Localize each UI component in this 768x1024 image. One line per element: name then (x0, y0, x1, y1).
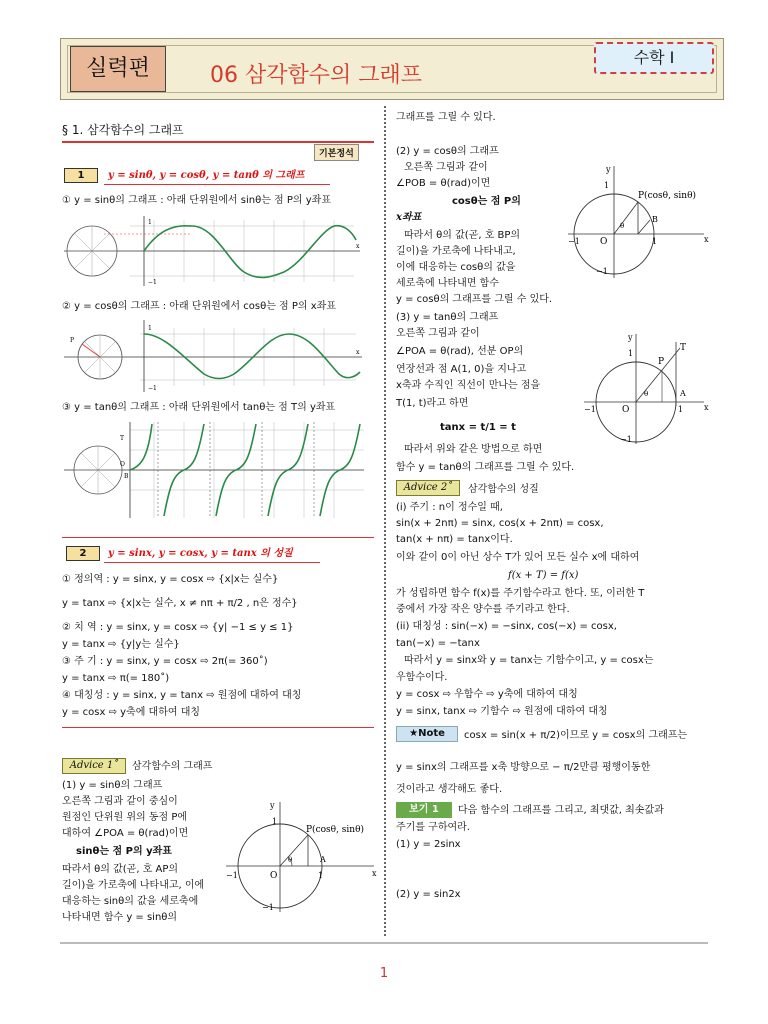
axis-y-label: y (606, 165, 611, 174)
text-line: 연장선과 점 A(1, 0)을 지나고 (396, 364, 527, 375)
advice2-line: (i) 주기 : n이 정수일 때, (396, 502, 503, 513)
advice1-line: 나타내면 함수 y = sinθ의 (62, 912, 178, 923)
advice2-line: 중에서 가장 작은 양수를 주기라고 한다. (396, 604, 570, 615)
prop-line: y = tanx ⇨ {x|x는 실수, x ≠ nπ + π/2 , n은 정수} (62, 598, 298, 609)
tick-1: 1 (652, 237, 658, 246)
advice2-line: sin(x + 2nπ) = sinx, cos(x + 2nπ) = cosx, (396, 518, 604, 529)
origin-label: O (600, 237, 608, 247)
example-label: 보기 1 (396, 802, 452, 818)
svg-text:x: x (356, 243, 360, 250)
advice1-line: sinθ는 점 P의 y좌표 (76, 846, 172, 857)
prop-line: y = tanx ⇨ {y|y는 실수} (62, 639, 180, 650)
note-text: cosx = sin(x + π/2)이므로 y = cosx의 그래프는 (464, 730, 688, 741)
tick-neg1: −1 (620, 435, 632, 444)
box1-underline (104, 184, 330, 185)
box2-number: 2 (66, 546, 100, 561)
advice1-line: (1) y = sinθ의 그래프 (62, 780, 163, 791)
advice2-title: 삼각함수의 성질 (468, 484, 539, 495)
text-line: 길이)을 가로축에 나타내고, (396, 246, 516, 257)
box1-title: y = sinθ, y = cosθ, y = tanθ 의 그래프 (108, 170, 305, 181)
svg-text:O: O (120, 461, 125, 468)
svg-text:1: 1 (148, 219, 152, 226)
advice1-line: 대응하는 sinθ의 값을 세로축에 (62, 896, 199, 907)
note-label: ★Note (396, 726, 458, 742)
advice2-label: Advice 2˚ (396, 480, 460, 496)
tick-neg1: −1 (596, 267, 608, 276)
origin-label: O (622, 405, 630, 415)
box2-underline (104, 562, 320, 563)
cos-graph-caption: ② y = cosθ의 그래프 : 아래 단위원에서 cosθ는 점 P의 x좌표 (62, 301, 336, 312)
level-tag: 실력편 (70, 46, 166, 92)
advice1-line: 따라서 θ의 값(곧, 호 AP의 (62, 864, 179, 875)
chapter-title: 06 삼각함수의 그래프 (210, 63, 422, 88)
advice2-line: 우함수이다. (396, 672, 448, 683)
axis-x-label: x (704, 235, 709, 244)
text-line: ∠POB = θ(rad)이면 (396, 178, 491, 189)
text-line: 따라서 위와 같은 방법으로 하면 (404, 444, 543, 455)
advice1-title: 삼각함수의 그래프 (132, 761, 213, 772)
advice1-label: Advice 1˚ (62, 758, 126, 774)
text-line: (2) y = cosθ의 그래프 (396, 146, 499, 157)
prop-line: ① 정의역 : y = sinx, y = cosx ⇨ {x|x는 실수} (62, 574, 279, 585)
prop-line: ② 치 역 : y = sinx, y = cosx ⇨ {y| −1 ≤ y ≤ 1} (62, 622, 294, 633)
svg-text:−1: −1 (148, 279, 157, 286)
tick-1: 1 (628, 349, 634, 358)
prop-line: y = tanx ⇨ π(= 180˚) (62, 673, 170, 684)
tick-neg1: −1 (262, 903, 274, 912)
unit-circle-sin (222, 798, 378, 916)
example-text: 주기를 구하여라. (396, 822, 470, 833)
box1-bottom-line (62, 537, 374, 538)
point-a-label: A (320, 855, 326, 864)
axis-x-label: x (372, 869, 377, 878)
svg-text:P: P (70, 337, 75, 344)
svg-text:1: 1 (148, 325, 152, 332)
box2-bottom-line (62, 727, 374, 728)
text-line: ∠POA = θ(rad), 선분 OP의 (396, 346, 524, 357)
tick-1: 1 (272, 817, 278, 826)
prop-line: ④ 대칭성 : y = sinx, y = tanx ⇨ 원점에 대하여 대칭 (62, 690, 302, 701)
subject-badge: 수학 Ⅰ (594, 42, 714, 74)
tick-neg1: −1 (584, 405, 596, 414)
svg-text:B: B (124, 473, 129, 480)
footer-line (60, 942, 708, 944)
advice2-line: tan(−x) = −tanx (396, 638, 480, 649)
tick-1: 1 (318, 871, 324, 880)
theta-label: θ (644, 390, 649, 398)
point-p-label: P (658, 357, 665, 367)
text-line: 이에 대응하는 cosθ의 값을 (396, 262, 516, 273)
section-underline (62, 141, 374, 143)
text-line: 오른쪽 그림과 같이 (404, 162, 488, 173)
text-line: 세로축에 나타내면 함수 (396, 278, 499, 289)
basic-formula-tag: 기본정석 (314, 144, 359, 161)
advice2-line: y = sinx, tanx ⇨ 기함수 ⇨ 원점에 대하여 대칭 (396, 706, 608, 717)
box1-number: 1 (64, 168, 98, 183)
text-line: 오른쪽 그림과 같이 (396, 328, 480, 339)
page-number: 1 (379, 966, 389, 981)
unit-circle-cos (564, 160, 710, 280)
text-line: tanx = t/1 = t (440, 422, 516, 433)
advice2-line: 가 성립하면 함수 f(x)를 주기함수라고 한다. 또, 이러한 T (396, 588, 645, 599)
advice2-line: y = cosx ⇨ 우함수 ⇨ y축에 대하여 대칭 (396, 689, 578, 700)
axis-y-label: y (270, 801, 275, 810)
section-title: § 1. 삼각함수의 그래프 (62, 123, 184, 137)
note-text: 것이라고 생각해도 좋다. (396, 784, 503, 795)
text-line: (3) y = tanθ의 그래프 (396, 312, 499, 323)
origin-label: O (270, 871, 278, 881)
column-divider (384, 106, 386, 936)
advice1-line: 오른쪽 그림과 같이 중심이 (62, 796, 178, 807)
sin-graph (64, 212, 364, 290)
svg-text:x: x (356, 349, 360, 356)
text-line: x축과 수직인 직선이 만나는 점을 (396, 380, 541, 391)
axis-x-label: x (704, 403, 709, 412)
sin-graph-caption: ① y = sinθ의 그래프 : 아래 단위원에서 sinθ는 점 P의 y좌표 (62, 195, 331, 206)
svg-text:−1: −1 (148, 385, 157, 392)
tick-neg1: −1 (568, 237, 580, 246)
note-text: y = sinx의 그래프를 x축 방향으로 − π/2만큼 평행이동한 (396, 762, 651, 773)
prop-line: y = cosx ⇨ y축에 대하여 대칭 (62, 707, 201, 718)
advice2-line: f(x + T) = f(x) (508, 570, 579, 581)
text-line: cosθ는 점 P의 (452, 196, 521, 207)
axis-y-label: y (628, 333, 633, 342)
example-text: 다음 함수의 그래프를 그리고, 최댓값, 최솟값과 (458, 805, 664, 816)
advice1-line: 대하여 ∠POA = θ(rad)이면 (62, 828, 189, 839)
unit-circle-tan (580, 328, 710, 446)
example-question: (1) y = 2sinx (396, 839, 461, 850)
text-line: x좌표 (396, 212, 422, 223)
point-p-label: P(cosθ, sinθ) (638, 191, 697, 201)
theta-label: θ (620, 222, 625, 230)
text-line: y = cosθ의 그래프를 그릴 수 있다. (396, 294, 553, 305)
advice2-line: 따라서 y = sinx와 y = tanx는 기함수이고, y = cosx는 (404, 655, 654, 666)
point-t-label: T (680, 343, 687, 353)
point-p-label: P(cosθ, sinθ) (306, 825, 365, 835)
svg-text:T: T (120, 435, 125, 442)
cos-graph (64, 318, 364, 394)
text-line: T(1, t)라고 하면 (396, 398, 469, 409)
tick-neg1: −1 (226, 871, 238, 880)
box2-title: y = sinx, y = cosx, y = tanx 의 성질 (108, 548, 293, 559)
advice2-line: 이와 같이 0이 아닌 상수 T가 있어 모든 실수 x에 대하여 (396, 552, 640, 563)
advice2-line: tan(x + nπ) = tanx이다. (396, 534, 513, 545)
tan-graph (64, 420, 368, 520)
tick-1: 1 (678, 405, 684, 414)
tick-1: 1 (604, 181, 610, 190)
point-b-label: B (652, 215, 658, 224)
advice1-line: 길이)을 가로축에 나타내고, 이에 (62, 880, 205, 891)
advice2-line: (ii) 대칭성 : sin(−x) = −sinx, cos(−x) = cosx, (396, 621, 617, 632)
tan-graph-caption: ③ y = tanθ의 그래프 : 아래 단위원에서 tanθ는 점 T의 y좌표 (62, 402, 336, 413)
prop-line: ③ 주 기 : y = sinx, y = cosx ⇨ 2π(= 360˚) (62, 656, 268, 667)
text-line: 함수 y = tanθ의 그래프를 그릴 수 있다. (396, 462, 575, 473)
advice1-line: 원점인 단위원 위의 동점 P에 (62, 812, 188, 823)
point-a-label: A (680, 389, 686, 398)
text-line: 그래프를 그릴 수 있다. (396, 112, 496, 123)
theta-label: θ (288, 856, 293, 864)
text-line: 따라서 θ의 값(곧, 호 BP의 (404, 230, 521, 241)
example-question: (2) y = sin2x (396, 889, 461, 900)
